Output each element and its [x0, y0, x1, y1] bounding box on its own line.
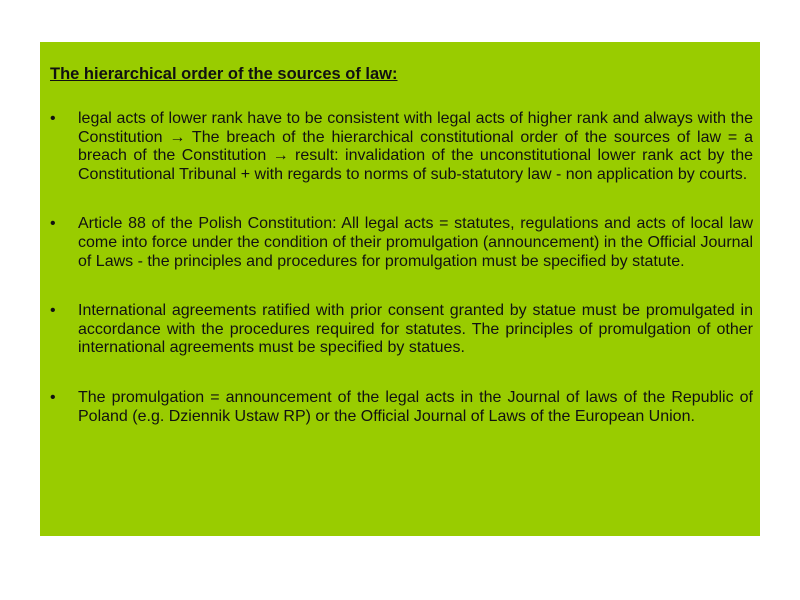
bullet-text: Article 88 of the Polish Constitution: All legal acts = statutes, regulations and acts of local law come into force under the condition of their promulgation (announcement) in the Official Journal of Laws - the principles and procedures for promulgation must be specified by statute. — [78, 215, 753, 270]
bullet-marker: • — [50, 110, 56, 127]
bullet-text: International agreements ratified with prior consent granted by statue must be promulgated in accordance with the procedures required for statutes. The principles of promulgation of other international agreements must be specified by statues. — [78, 302, 753, 357]
bullet-item — [50, 110, 753, 184]
bullet-marker: • — [50, 302, 56, 320]
bullet-item — [50, 389, 753, 426]
slide-heading: The hierarchical order of the sources of law: — [50, 65, 398, 83]
bullet-marker: • — [50, 388, 56, 406]
bullet-text: legal acts of lower rank have to be consistent with legal acts of higher rank and always with the Constitution → The breach of the hierarchical constitutional order of the sources of law = a breach of the Constitution → result: invalidation of the unconstitutional lower rank act by the Constitutional Tribunal + with regards to norms of sub-statutory law - non application by courts. — [78, 110, 753, 183]
bullet-marker: • — [50, 215, 56, 233]
bullet-list — [50, 110, 753, 426]
bullet-item — [50, 302, 753, 358]
bullet-item — [50, 215, 753, 271]
bullet-text: The promulgation = announcement of the legal acts in the Journal of laws of the Republic of Poland (e.g. Dziennik Ustaw RP) or the Official Journal of Laws of the European Union. — [78, 388, 753, 425]
content-box — [40, 42, 760, 536]
